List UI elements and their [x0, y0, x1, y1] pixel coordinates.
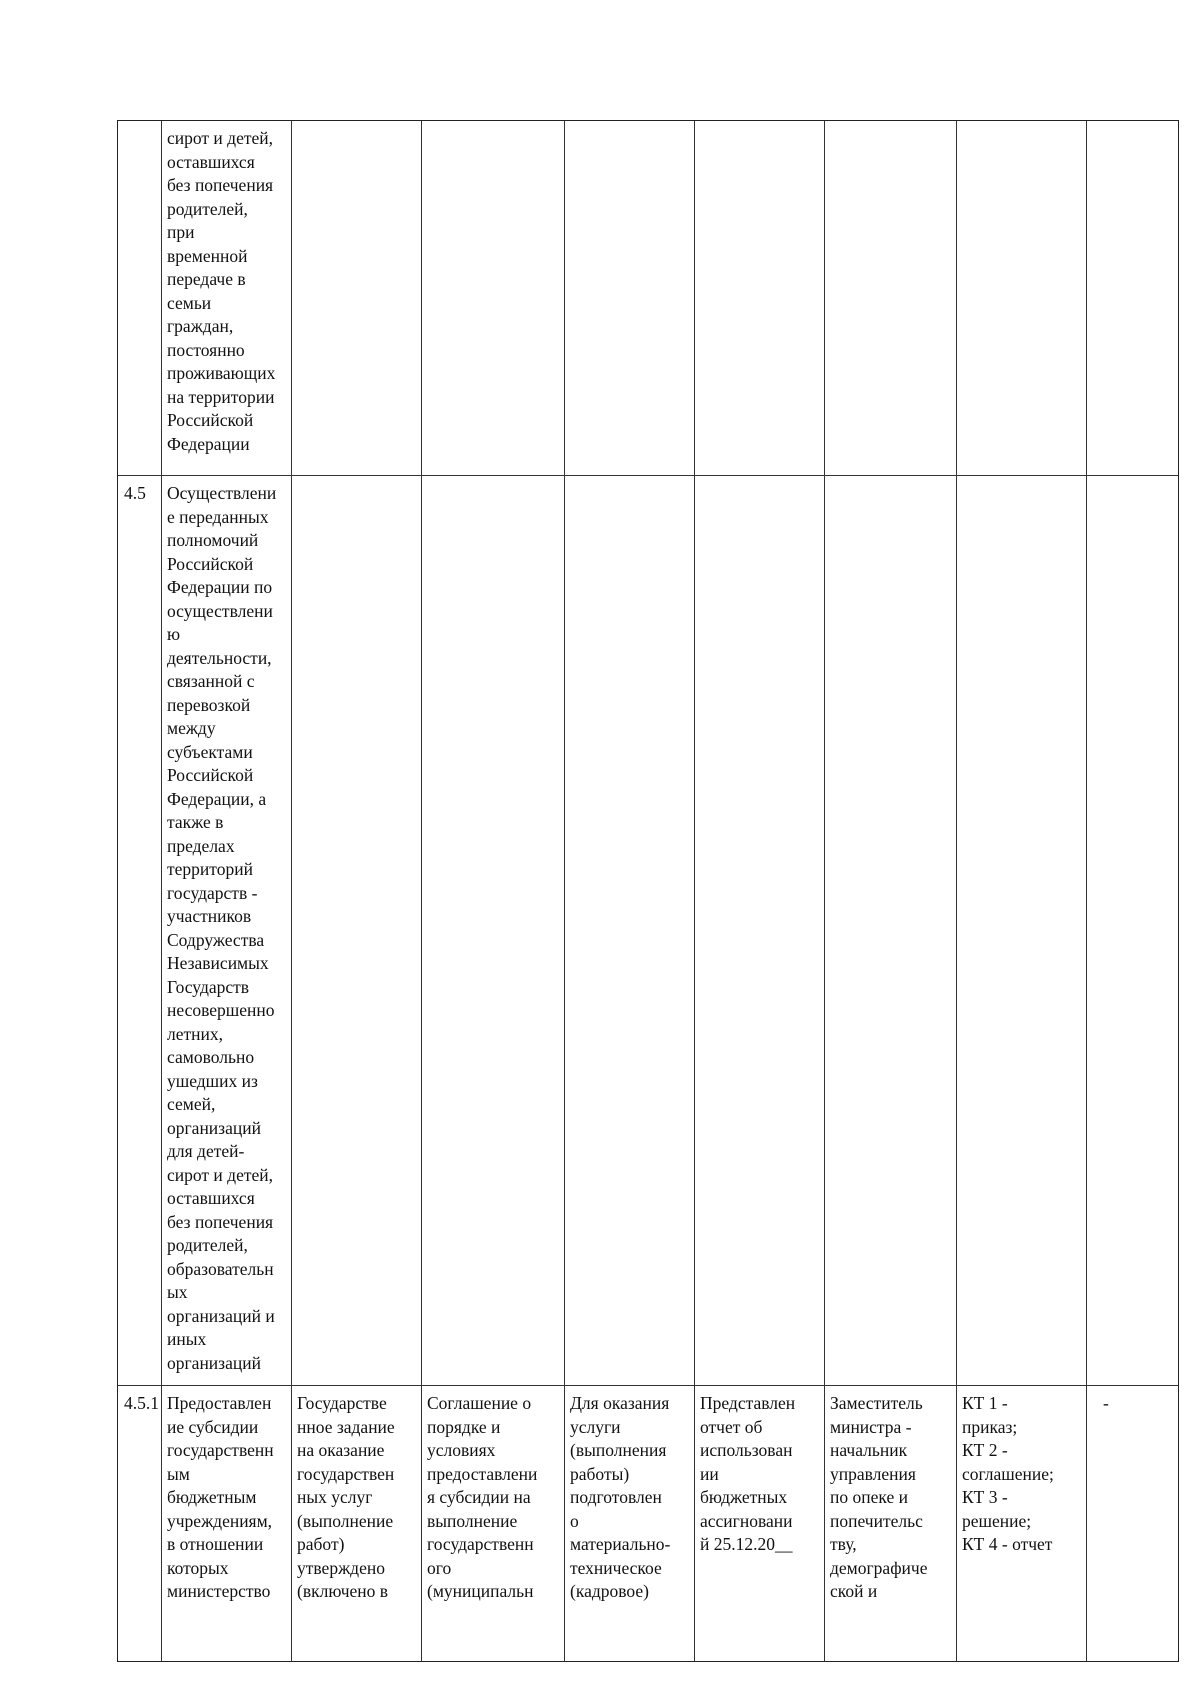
row-number	[118, 121, 162, 475]
table-row	[118, 121, 1178, 476]
event-name-cell: Осуществлени е переданных полномочий Российской Федерации по осуществлени ю деятельности, связанной с перевозкой между субъектами Российской Федерации, а также в пределах территорий государств - участников Содружества Независимых Государств несовершенно летних, самовольно ушедших из семей, организаций для детей- сирот и детей, оставшихся без попечения родителей, образовательн ых организаций и иных организаций	[162, 476, 292, 1385]
event-name-cell: сирот и детей, оставшихся без попечения родителей, при временной передаче в семьи граждан, постоянно проживающих на территории Российской Федерации	[162, 121, 292, 475]
cell-col5	[565, 121, 695, 475]
row-number: 4.5	[118, 476, 162, 1385]
event-name-cell: Предоставлен ие субсидии государственн ым бюджетным учреждениям, в отношении которых министерство	[162, 1386, 292, 1661]
cell-col7	[825, 476, 957, 1385]
cell-col4	[422, 121, 565, 475]
cell-col7	[825, 121, 957, 475]
cell-col6	[695, 121, 825, 475]
cell-col5	[565, 476, 695, 1385]
cell-col3	[292, 121, 422, 475]
table-row	[118, 476, 1178, 1386]
task-status-cell: Государстве нное задание на оказание государствен ных услуг (выполнение работ) утверждено (включено в	[292, 1386, 422, 1661]
agreement-cell: Соглашение о порядке и условиях предоставлени я субсидии на выполнение государственн ого (муниципальн	[422, 1386, 565, 1661]
cell-col9	[1087, 476, 1180, 1385]
cell-col3	[292, 476, 422, 1385]
main-table	[117, 120, 1179, 1662]
cell-col8	[957, 476, 1087, 1385]
cell-col4	[422, 476, 565, 1385]
preparation-cell: Для оказания услуги (выполнения работы) подготовлен о материально- техническое (кадровое)	[565, 1386, 695, 1661]
responsible-cell: Заместитель министра - начальник управления по опеке и попечительс тву, демографиче ской и	[825, 1386, 957, 1661]
cell-col6	[695, 476, 825, 1385]
control-points-cell: КТ 1 - приказ; КТ 2 - соглашение; КТ 3 - решение; КТ 4 - отчет	[957, 1386, 1087, 1661]
cell-col8	[957, 121, 1087, 475]
report-cell: Представлен отчет об использован ии бюджетных ассигновани й 25.12.20__	[695, 1386, 825, 1661]
table-row	[118, 1386, 1178, 1661]
note-cell: -	[1103, 1393, 1109, 1413]
cell-col9	[1087, 121, 1180, 475]
row-number: 4.5.1	[118, 1386, 162, 1661]
